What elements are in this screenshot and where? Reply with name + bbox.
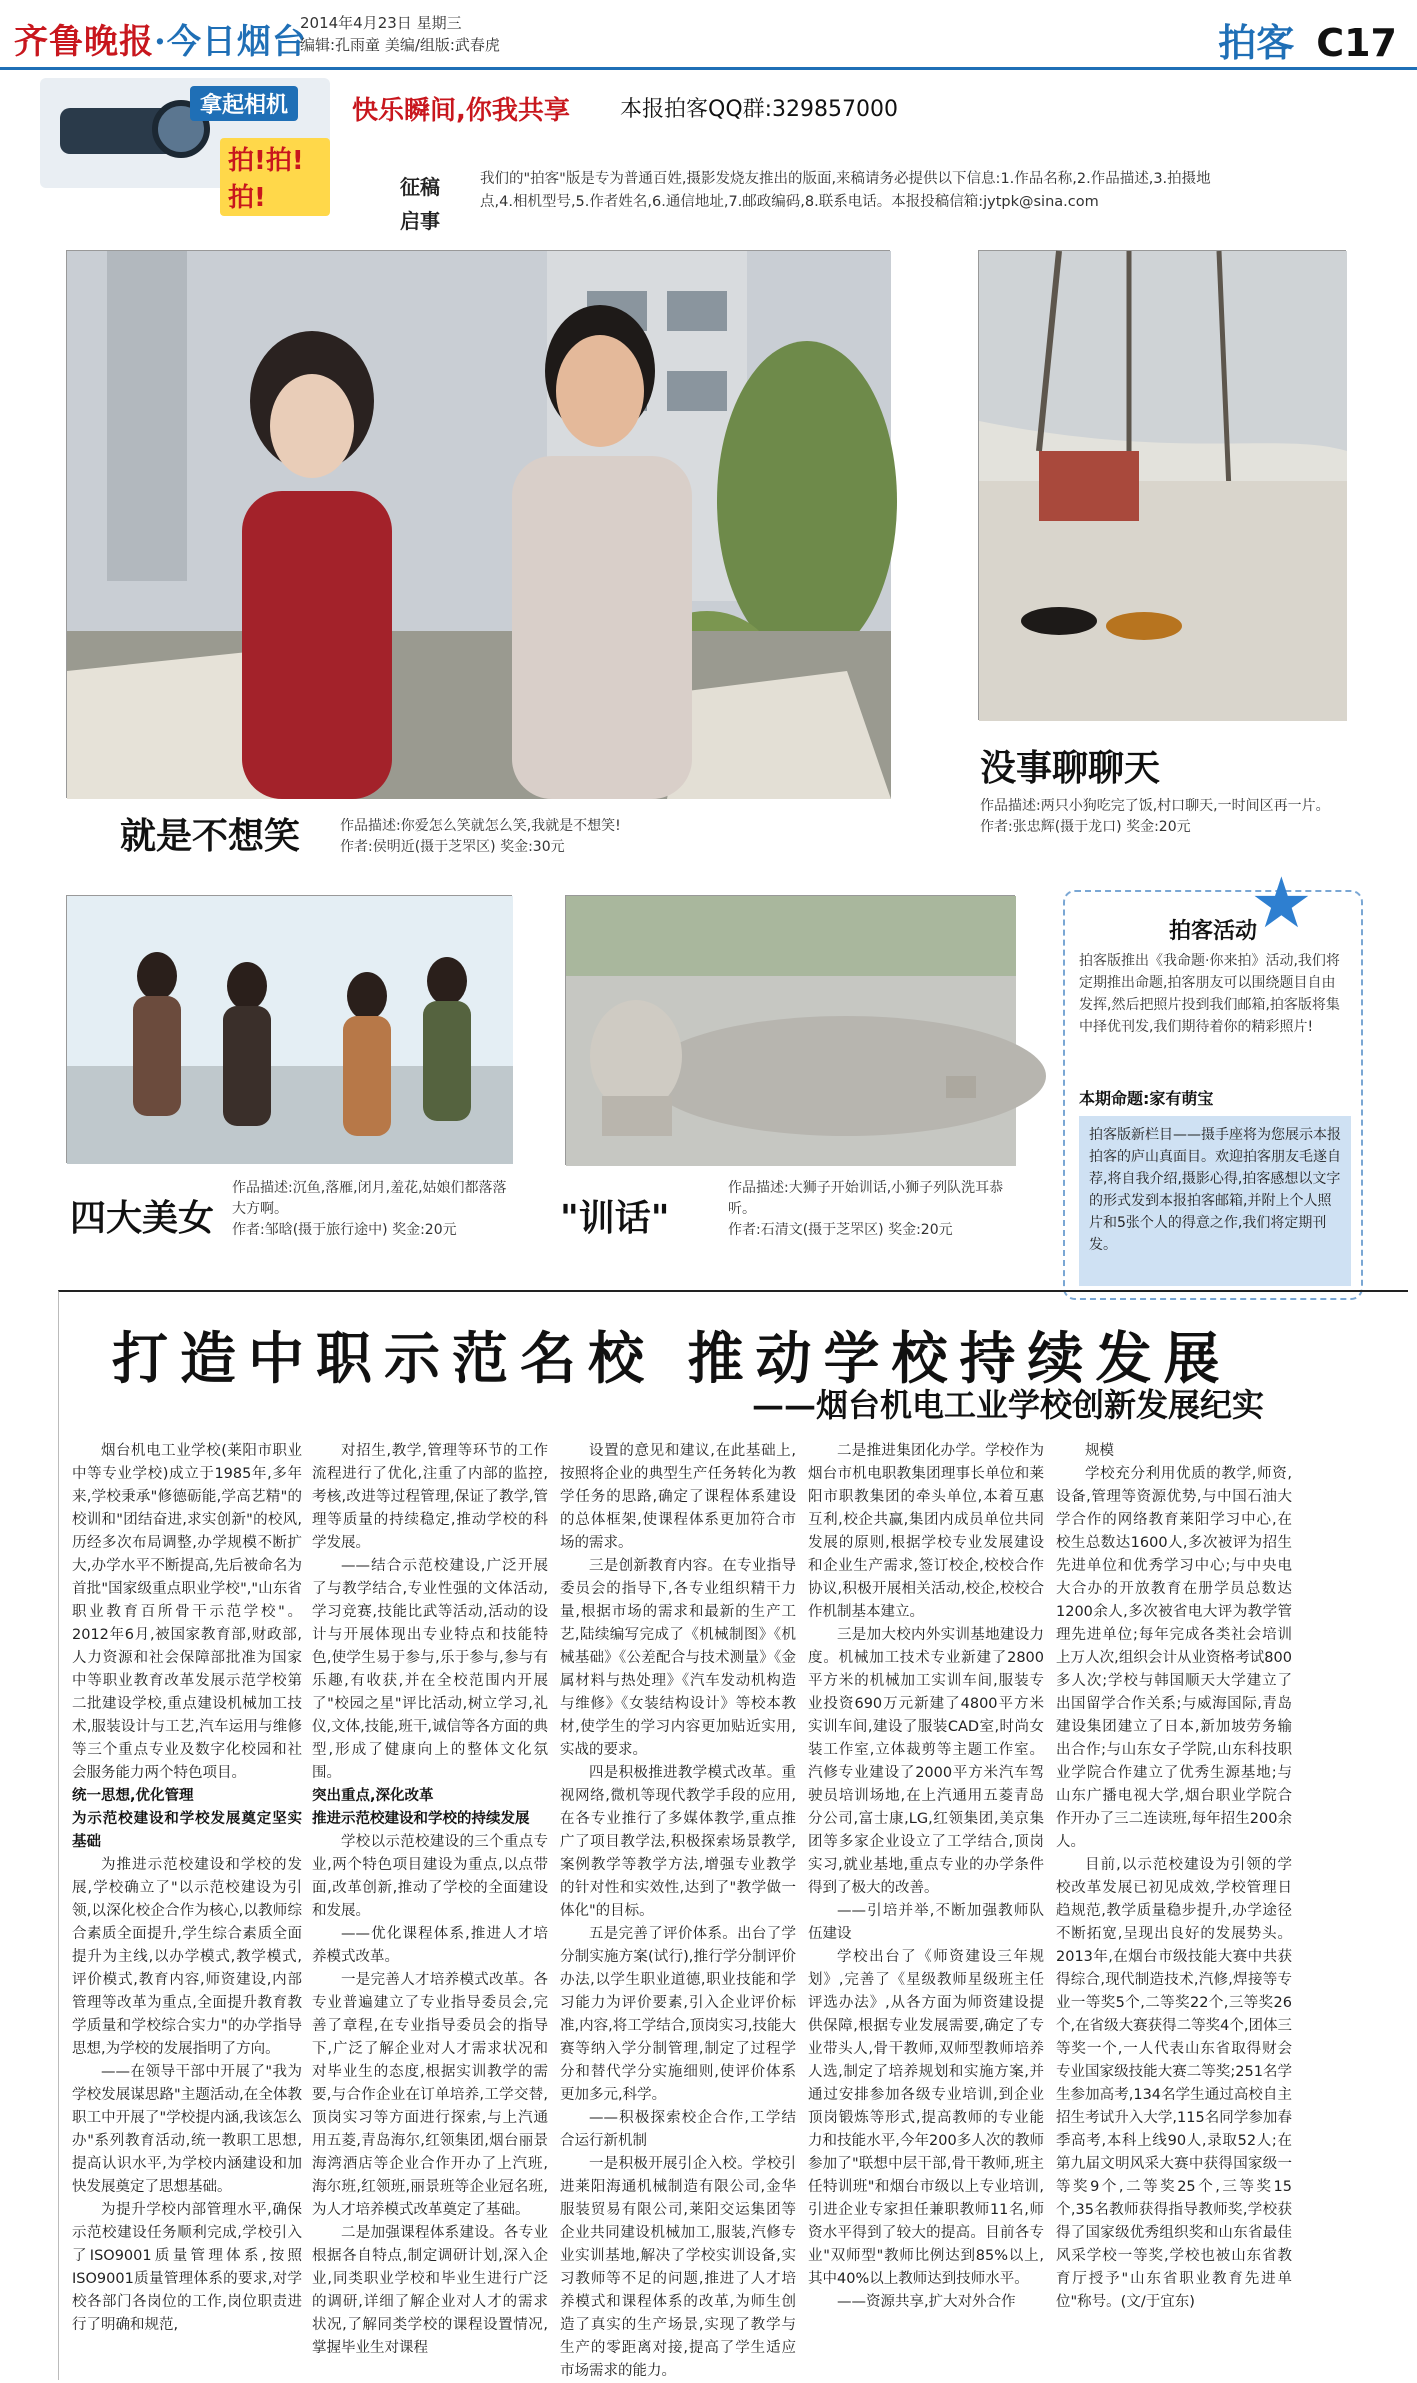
article-column-5 <box>1056 1440 1292 2370</box>
article-paragraph: 一是完善人才培养模式改革。各专业普遍建立了专业指导委员会,完善了章程,在专业指导委员会的指导下,广泛了解企业对人才需求状况和对毕业生的态度,根据实训教学的需要,与合作企业在订单培养,工学交替,顶岗实习等方面进行探索,与上汽通用五菱,青岛海尔,红领集团,烟台丽景海湾酒店等企业合作开办了上汽班,海尔班,红领班,丽景班等企业冠名班,为人才培养模式改革奠定了基础。 <box>312 1972 548 2218</box>
article-subheading: 突出重点,深化改革 <box>312 1788 434 1804</box>
photo3-desc: 作品描述:沉鱼,落雁,闭月,羞花,姑娘们都落落大方啊。 作者:邹晗(摄于旅行途中) 奖金:20元 <box>232 1180 507 1238</box>
article-subheading: 为示范校建设和学校发展奠定坚实基础 <box>72 1811 302 1850</box>
article-paragraph: 四是积极推进教学模式改革。重视网络,微机等现代教学手段的应用,在各专业推行了多媒体教学,重点推广了项目教学法,积极探索场景教学,案例教学等教学方法,增强专业教学的针对性和实效性,达到了"教学做一体化"的目标。 <box>560 1765 796 1919</box>
photo2-desc: 作品描述:两只小狗吃完了饭,村口聊天,一时间区再一片。 作者:张忠辉(摄于龙口) 奖金:20元 <box>980 798 1330 835</box>
photo-stone-lions <box>565 895 1015 1165</box>
notice-label: 征稿 启事 <box>400 175 440 233</box>
issue-info <box>300 12 500 56</box>
activity-column-notice: 拍客版新栏目——摄手座将为您展示本报拍客的庐山真面目。欢迎拍客朋友毛遂自荐,将自我介绍,摄影心得,拍客感想以文字的形式发到本报拍客邮箱,并附上个人照片和5张个人的得意之作,我们将定期刊发。 <box>1079 1116 1351 1286</box>
article-paragraph: ——资源共享,扩大对外合作 <box>837 2294 1016 2310</box>
masthead <box>0 0 1417 70</box>
article-paragraph: 三是创新教育内容。在专业指导委员会的指导下,各专业组织精干力量,根据市场的需求和最新的生产工艺,陆续编写完成了《机械制图》《机械基础》《公差配合与技术测量》《金属材料与热处理》《汽车发动机构造与维修》《女装结构设计》等校本教材,使学生的学习内容更加贴近实用,实战的要求。 <box>560 1558 796 1758</box>
star-icon: ★ <box>1250 862 1313 944</box>
activity-theme: 本期命题:家有萌宝 <box>1079 1089 1214 1108</box>
activity-title: 拍客活动 <box>1168 919 1257 944</box>
article-paragraph: ——结合示范校建设,广泛开展了与教学结合,专业性强的文体活动,学习竞赛,技能比武等活动,活动的设计与开展体现出专业特点和技能特色,使学生易于参与,乐于参与,参与有乐趣,有收获,并在全校范围内开展了"校园之星"评比活动,树立学习,礼仪,文体,技能,班干,诚信等各方面的典型,形成了健康向上的整体文化氛围。 <box>312 1558 548 1781</box>
photo1-title: 就是不想笑 <box>120 816 301 857</box>
article-paragraph: ——积极探索校企合作,工学结合运行新机制 <box>560 2110 796 2149</box>
article-paragraph: 学校出台了《师资建设三年规划》,完善了《星级教师星级班主任评选办法》,从各方面为师资建设提供保障,根据专业发展需要,确定了专业带头人,骨干教师,双师型教师培养人选,制定了培养规划和实施方案,并通过安排参加各级专业培训,到企业顶岗锻炼等形式,提高教师的专业能力和技能水平,今年200多人次的教师参加了"联想中层干部,骨干教师,班主任特训班"和烟台市级以上专业培训,引进企业专家担任兼职教师11名,师资水平得到了较大的提高。目前各专业"双师型"教师比例达到85%以上,其中40%以上教师达到技师水平。 <box>808 1949 1044 2287</box>
issue-editors: 编辑:孔雨童 美编/组版:武春虎 <box>300 36 500 54</box>
article-paragraph: 五是完善了评价体系。出台了学分制实施方案(试行),推行学分制评价办法,以学生职业道德,职业技能和学习能力为评价要素,引入企业评价标准,内容,将工学结合,顶岗实习,技能大赛等纳入学分制管理,制定了过程学分和替代学分实施细则,使评价体系更加多元,科学。 <box>560 1926 796 2103</box>
photo1-desc: 作品描述:你爱怎么笑就怎么笑,我就是不想笑! 作者:侯明近(摄于芝罘区) 奖金:30元 <box>340 818 621 855</box>
photo-scene <box>67 251 891 799</box>
article-paragraph: 为推进示范校建设和学校的发展,学校确立了"以示范校建设为引领,以深化校企合作为核心,以教师综合素质全面提升,学生综合素质全面提升为主线,以办学模式,教学模式,评价模式,教育内容,师资建设,内部管理等改革为重点,全面提升教育教学质量和学校综合实力"的办学指导思想,为学校的发展指明了方向。 <box>72 1857 302 2057</box>
article-subheading: 推进示范校建设和学校的持续发展 <box>312 1811 530 1827</box>
photo-laughing-couple <box>66 250 890 798</box>
camera-banner-line2: 拍!拍!拍! <box>220 138 330 216</box>
notice-text: 我们的"拍客"版是专为普通百姓,摄影发烧友推出的版面,来稿请务必提供以下信息:1.作品名称,2.作品描述,3.拍摄地点,4.相机型号,5.作者姓名,6.通信地址,7.邮政编码,8.联系电话。本报投稿信箱:jytpk@sina.com <box>480 171 1211 210</box>
article-headline: 打造中职示范名校 推动学校持续发展 <box>112 1326 1232 1392</box>
article-paragraph: 二是加强课程体系建设。各专业根据各自特点,制定调研计划,深入企业,同类职业学校和毕业生进行广泛的调研,详细了解企业对人才的需求状况,了解同类学校的课程设置情况,掌握毕业生对课程 <box>312 2225 548 2356</box>
article-paragraph: 烟台机电工业学校(莱阳市职业中等专业学校)成立于1985年,多年来,学校秉承"修德砺能,学高艺精"的校训和"团结奋进,求实创新"的校风,历经多次布局调整,办学规模不断扩大,办学水平不断提高,先后被命名为首批"国家级重点职业学校","山东省职业教育百所骨干示范学校"。2012年6月,被国家教育部,财政部,人力资源和社会保障部批准为国家中等职业教育改革发展示范学校第二批建设学校,重点建设机械加工技术,服装设计与工艺,汽车运用与维修等三个重点专业及数字化校园和社会服务能力两个特色项目。 <box>72 1443 302 1781</box>
article-subhead: ——烟台机电工业学校创新发展纪实 <box>752 1386 1265 1424</box>
photo3-title: 四大美女 <box>70 1198 215 1239</box>
article-paragraph: 学校以示范校建设的三个重点专业,两个特色项目建设为重点,以点带面,改革创新,推动了学校的全面建设和发展。 <box>312 1834 548 1919</box>
article-column-1 <box>72 1440 302 2370</box>
article-paragraph: ——引培并举,不断加强教师队伍建设 <box>808 1903 1044 1942</box>
article-paragraph: 目前,以示范校建设为引领的学校改革发展已初见成效,学校管理日趋规范,教学质量稳步提升,办学途径不断拓宽,呈现出良好的发展势头。2013年,在烟台市级技能大赛中共获得综合,现代制造技术,汽修,焊接等专业一等奖5个,二等奖22个,三等奖26个,在省级大赛获得二等奖4个,团体三等奖一个,一人代表山东省取得财会专业国家级技能大赛二等奖;251名学生参加高考,134名学生通过高校自主招生考试升入大学,115名同学参加春季高考,本科上线90人,录取52人;在第九届文明风采大赛中获得国家级一等奖9个,二等奖25个,三等奖15个,35名教师获得指导教师奖,学校获得了国家级优秀组织奖和山东省最佳风采学校一等奖,学校也被山东省教育厅授予"山东省职业教育先进单位"称号。(文/于宜东) <box>1056 1857 1292 2310</box>
photo-four-girls <box>66 895 512 1163</box>
article-paragraph: ——优化课程体系,推进人才培养模式改革。 <box>312 1926 548 1965</box>
article-paragraph: 二是推进集团化办学。学校作为烟台市机电职教集团理事长单位和莱阳市职教集团的牵头单位,本着互惠互利,校企共赢,集团内成员单位共同发展的原则,根据学校专业发展建设和企业生产需求,签订校企,校校合作协议,积极开展相关活动,校企,校校合作机制基本建立。 <box>808 1443 1044 1620</box>
article-paragraph: 规模 <box>1085 1443 1114 1459</box>
photo-scene <box>67 896 513 1164</box>
page-number: C17 <box>1316 21 1397 65</box>
article-paragraph: 为提升学校内部管理水平,确保示范校建设任务顺利完成,学校引入了ISO9001质量管理体系,按照ISO9001质量管理体系的要求,对学校各部门各岗位的工作,岗位职责进行了明确和规范, <box>72 2202 302 2333</box>
article-column-3 <box>560 1440 796 2379</box>
article-paragraph: ——在领导干部中开展了"我为学校发展谋思路"主题活动,在全体教职工中开展了"学校提内涵,我该怎么办"系列教育活动,统一教职工思想,提高认识水平,为学校内涵建设和加快发展奠定了思想基础。 <box>72 2064 302 2195</box>
qq-group: 本报拍客QQ群:329857000 <box>620 97 899 122</box>
article-paragraph: 一是积极开展引企入校。学校引进莱阳海通机械制造有限公司,金华服装贸易有限公司,莱阳交运集团等企业共同建设机械加工,服装,汽修专业实训基地,解决了学校实训设备,实习教师等不足的问题,推进了人才培养模式和课程体系的改革,为师生创造了真实的生产场景,实现了教学与生产的零距离对接,提高了学生适应市场需求的能力。 <box>560 2156 796 2379</box>
issue-date: 2014年4月23日 星期三 <box>300 14 462 32</box>
article-paragraph: 学校充分利用优质的教学,师资,设备,管理等资源优势,与中国石油大学合作的网络教育莱阳学习中心,在校生总数达1600人,多次被评为招生先进单位和优秀学习中心;与中央电大合办的开放教育在册学员总数达1200余人,多次被省电大评为教学管理先进单位;每年完成各类社会培训上万人次,组织会计从业资格考试800多人次;学校与韩国顺天大学建立了出国留学合作关系;与威海国际,青岛建设集团建立了日本,新加坡劳务输出合作;与山东女子学院,山东科技职业学院合作建立了优秀生源基地;与山东广播电视大学,烟台职业学院合作开办了三二连读班,每年招生200余人。 <box>1056 1466 1292 1850</box>
photo-scene <box>979 251 1347 721</box>
section-title: 拍客 C17 <box>1218 21 1397 65</box>
photo4-title: "训话" <box>560 1198 670 1239</box>
article-paragraph: 对招生,教学,管理等环节的工作流程进行了优化,注重了内部的监控,考核,改进等过程管理,保证了教学,管理等质量的持续稳定,推动学校的科学发展。 <box>312 1443 548 1551</box>
photo-scene <box>566 896 1016 1166</box>
camera-banner-line1: 拿起相机 <box>190 86 298 121</box>
article-paragraph: 三是加大校内外实训基地建设力度。机械加工技术专业新建了2800平方米的机械加工实训车间,服装专业投资690万元新建了4800平方米实训车间,建设了服装CAD室,时尚女装工作室,立体裁剪等主题工作室。汽修专业建设了2000平方米汽车驾驶员培训场地,在上汽通用五菱青岛分公司,富士康,LG,红领集团,美京集团等多家企业设立了工学结合,顶岗实习,就业基地,重点专业的办学条件得到了极大的改善。 <box>808 1627 1044 1896</box>
newspaper-logo: 齐鲁晚报·今日烟台 <box>14 22 307 62</box>
article-paragraph: 设置的意见和建议,在此基础上,按照将企业的典型生产任务转化为教学任务的思路,确定了课程体系建设的总体框架,使课程体系更加符合市场的需求。 <box>560 1443 796 1551</box>
article-subheading: 统一思想,优化管理 <box>72 1788 194 1804</box>
slogan: 快乐瞬间,你我共享 <box>352 96 570 126</box>
activity-body: 拍客版推出《我命题·你来拍》活动,我们将定期推出命题,拍客朋友可以围绕题目自由发挥,然后把照片投到我们邮箱,拍客版将集中择优刊发,我们期待着你的精彩照片! <box>1079 953 1340 1035</box>
photo4-desc: 作品描述:大狮子开始训话,小狮子列队洗耳恭听。 作者:石清文(摄于芝罘区) 奖金:20元 <box>728 1180 1004 1238</box>
photo2-title: 没事聊聊天 <box>980 748 1161 789</box>
photo-two-dogs <box>978 250 1346 720</box>
paike-activity-box <box>1063 890 1363 1300</box>
camera-banner <box>40 78 330 213</box>
article-column-4 <box>808 1440 1044 2370</box>
article-column-2 <box>312 1440 548 2370</box>
